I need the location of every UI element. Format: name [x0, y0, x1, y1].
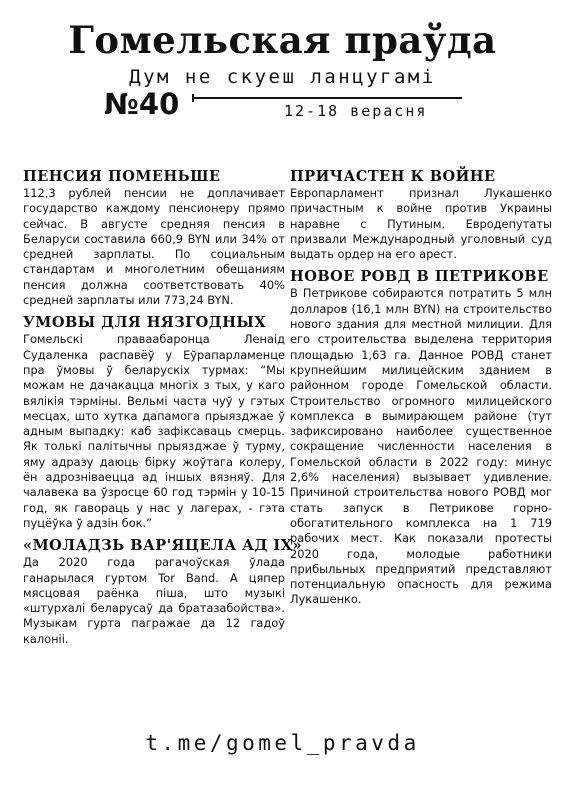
newspaper-slogan: Дум не скуеш ланцугамі [129, 66, 436, 88]
issue-number: №40 [104, 87, 180, 121]
right-column [290, 168, 552, 614]
article-prison-conditions [23, 314, 285, 531]
telegram-link[interactable]: t.me/gomel_pravda [145, 731, 420, 755]
article-headline: НОВОЕ РОВД В ПЕТРИКОВЕ [290, 268, 549, 286]
issue-date-range: 12-18 верасня [284, 102, 428, 120]
article-headline: «МОЛАДЗЬ ВАР'ЯЦЕЛА АД IX» [23, 537, 303, 555]
article-petrikov-police [290, 268, 552, 607]
newspaper-title: Гомельская праўда [68, 18, 497, 62]
left-column [23, 168, 303, 653]
article-body: Да 2020 года рагачоўская ўлада ганарылася гуртом Tor Band. А цяпер мясцовая раёнка піша, што музыкі «штурхалі беларусаў да братазабойства». Музыкам гурта пагражае да 12 гадоў калоніі. [23, 555, 285, 646]
article-headline: ПРИЧАСТЕН К ВОЙНЕ [290, 168, 496, 185]
article-body: Европарламент признал Лукашенко причастным к войне против Украины наравне с Путиным. Евродепутаты призвали Международный уголовный суд выдать ордер на его арест. [290, 186, 552, 262]
article-headline: ПЕНСИЯ ПОМЕНЬШЕ [23, 168, 221, 185]
article-headline: УМОВЫ ДЛЯ НЯЗГОДНЫХ [23, 314, 267, 332]
article-tor-band [23, 537, 303, 647]
article-pension [23, 168, 285, 308]
article-body: Гомельскі праваабаронца Ленаід Судаленка распавёў у Еўрапарламенце пра ўмовы ў беларускіх турмах: “Мы можам не дачакацца многіх з тых, у каго вялікія тэрміны. Вельмі часта чуў у гэтых месцах, што хутка дапамога прыязджае ў адным выпадку: каб зафіксаваць смерць. Як толькі палітычны прыязджае ў турму, яму адразу даюць бірку жоўтага колеру, ён адрозніваецца ад іншых вязняў. Для чалавека ва ўзросце 60 год тэрмін у 10-15 год, як гавораць у нас у лагерах, - гэта пуцёўка ў адзін бок.” [23, 332, 285, 530]
article-body: В Петрикове собираются потратить 5 млн долларов (16,1 млн BYN) на строительство нового здания для местной милиции. Для его строительства выделена территория площадью 1,63 га. Данное РОВД станет крупнейшим милицейским зданием в районном городе Гомельской области. Строительство огромного милицейского комплекса в вымирающем районе (тут зафиксировано наиболее существенное сокращение численности населения в Гомельской области в 2022 году: минус 2,6% населения) вызывает удивление. Причиной строительства нового РОВД мог стать запуск в Петрикове горно-обогатительного комплекса на 1 719 рабочих мест. Как показали протесты 2020 года, молодые работники прибыльных предприятий представляют потенциальную опасность для режима Лукашенко. [290, 286, 552, 607]
article-war-complicity [290, 168, 552, 262]
article-body: 112,3 рублей пенсии не доплачивает государство каждому пенсионеру прямо сейчас. В августе средняя пенсия в Беларуси составила 660,9 BYN или 34% от средней зарплаты. По социальным стандартам и многолетним обещаниям пенсия должна соответствовать 40% средней зарплаты или 773,24 BYN. [23, 186, 285, 308]
issue-divider-line [194, 97, 462, 99]
